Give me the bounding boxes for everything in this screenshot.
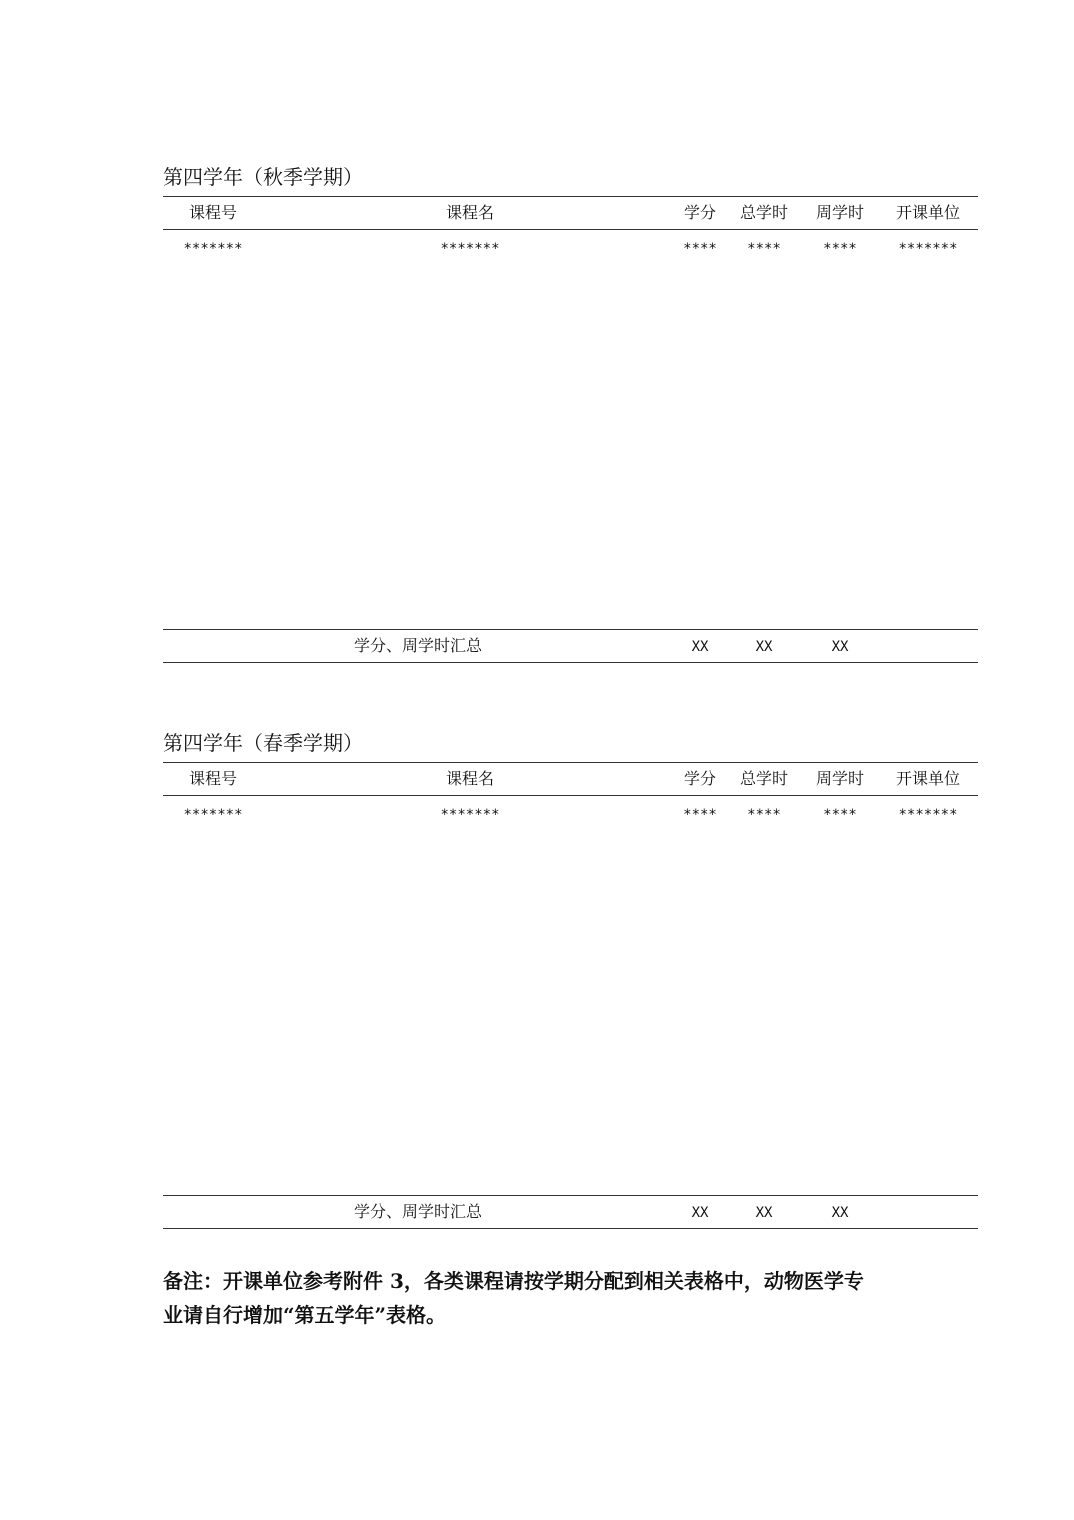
remarks-note bbox=[163, 1264, 933, 1332]
table-bottom-rule bbox=[163, 662, 978, 663]
summary-top-rule bbox=[163, 629, 978, 630]
summary-total-hours: XX bbox=[755, 1205, 773, 1221]
cell-department: ******* bbox=[898, 807, 958, 823]
cell-credits: **** bbox=[683, 807, 717, 823]
table-top-rule bbox=[163, 196, 978, 197]
table-bottom-rule bbox=[163, 1228, 978, 1229]
header-bottom-rule bbox=[163, 795, 978, 796]
cell-course-name: ******* bbox=[440, 807, 500, 823]
autumn-semester-table bbox=[163, 164, 978, 664]
summary-label: 学分、周学时汇总 bbox=[353, 636, 483, 655]
summary-credits: XX bbox=[691, 1205, 709, 1221]
note-line-2: 业请自行增加“第五学年”表格。 bbox=[163, 1303, 447, 1327]
cell-weekly-hours: **** bbox=[823, 807, 857, 823]
header-department: 开课单位 bbox=[895, 203, 961, 222]
summary-weekly-hours: XX bbox=[831, 639, 849, 655]
section-title: 第四学年（春季学期） bbox=[163, 731, 363, 755]
spring-semester-table bbox=[163, 730, 978, 1230]
summary-label: 学分、周学时汇总 bbox=[353, 1202, 483, 1221]
summary-top-rule bbox=[163, 1195, 978, 1196]
header-weekly-hours: 周学时 bbox=[815, 203, 865, 222]
summary-weekly-hours: XX bbox=[831, 1205, 849, 1221]
header-bottom-rule bbox=[163, 229, 978, 230]
cell-course-code: ******* bbox=[183, 807, 243, 823]
header-department: 开课单位 bbox=[895, 769, 961, 788]
header-total-hours: 总学时 bbox=[739, 203, 789, 222]
header-total-hours: 总学时 bbox=[739, 769, 789, 788]
note-line-1: 备注：开课单位参考附件 3，各类课程请按学期分配到相关表格中，动物医学专 bbox=[163, 1269, 864, 1293]
header-course-code: 课程号 bbox=[188, 769, 238, 788]
cell-course-code: ******* bbox=[183, 241, 243, 257]
cell-total-hours: **** bbox=[747, 807, 781, 823]
cell-weekly-hours: **** bbox=[823, 241, 857, 257]
cell-department: ******* bbox=[898, 241, 958, 257]
header-course-name: 课程名 bbox=[445, 769, 495, 788]
summary-total-hours: XX bbox=[755, 639, 773, 655]
cell-total-hours: **** bbox=[747, 241, 781, 257]
header-credits: 学分 bbox=[683, 203, 717, 222]
cell-course-name: ******* bbox=[440, 241, 500, 257]
header-weekly-hours: 周学时 bbox=[815, 769, 865, 788]
summary-credits: XX bbox=[691, 639, 709, 655]
header-course-code: 课程号 bbox=[188, 203, 238, 222]
section-title: 第四学年（秋季学期） bbox=[163, 165, 363, 189]
header-course-name: 课程名 bbox=[445, 203, 495, 222]
table-top-rule bbox=[163, 762, 978, 763]
cell-credits: **** bbox=[683, 241, 717, 257]
header-credits: 学分 bbox=[683, 769, 717, 788]
